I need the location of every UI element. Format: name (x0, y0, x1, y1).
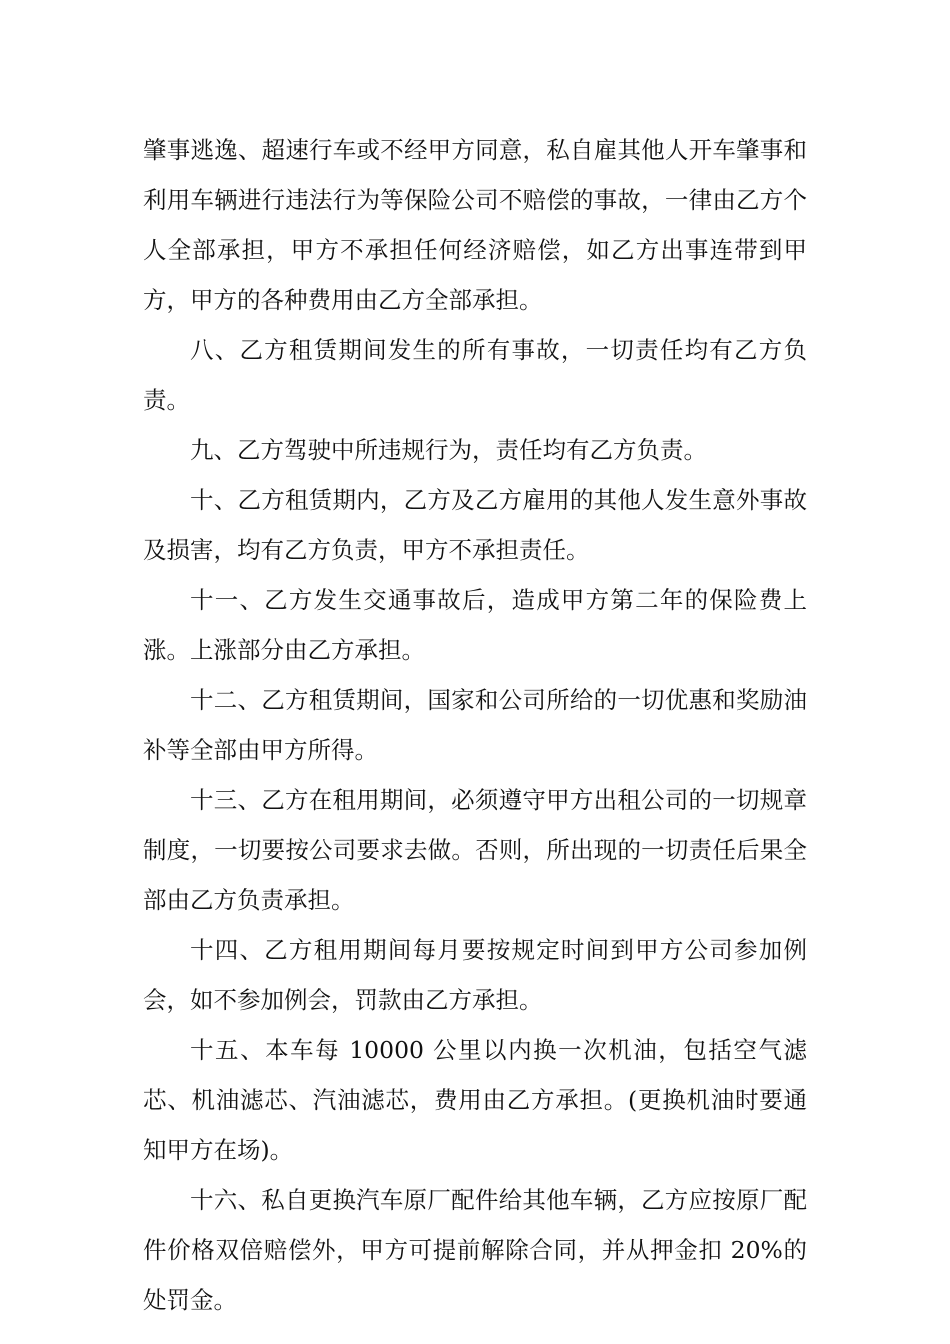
paragraph-clause-10: 十、乙方租赁期内，乙方及乙方雇用的其他人发生意外事故及损害，均有乙方负责，甲方不承担责任。 (143, 486, 807, 564)
paragraph-clause-8: 八、乙方租赁期间发生的所有事故，一切责任均有乙方负责。 (143, 336, 807, 414)
paragraph-clause-16: 十六、私自更换汽车原厂配件给其他车辆，乙方应按原厂配件价格双倍赔偿外，甲方可提前解除合同，并从押金扣 20%的处罚金。 (143, 1186, 807, 1314)
paragraph-clause-12: 十二、乙方租赁期间，国家和公司所给的一切优惠和奖励油补等全部由甲方所得。 (143, 686, 807, 764)
paragraph-clause-9: 九、乙方驾驶中所违规行为，责任均有乙方负责。 (190, 436, 707, 464)
paragraph-clause-11: 十一、乙方发生交通事故后，造成甲方第二年的保险费上涨。上涨部分由乙方承担。 (143, 586, 807, 664)
paragraph-clause-14: 十四、乙方租用期间每月要按规定时间到甲方公司参加例会，如不参加例会，罚款由乙方承担。 (143, 936, 807, 1014)
paragraph-clause-15: 十五、本车每 10000 公里以内换一次机油，包括空气滤芯、机油滤芯、汽油滤芯，费用由乙方承担。(更换机油时要通知甲方在场)。 (143, 1036, 807, 1164)
paragraph-continuation: 肇事逃逸、超速行车或不经甲方同意，私自雇其他人开车肇事和利用车辆进行违法行为等保险公司不赔偿的事故，一律由乙方个人全部承担，甲方不承担任何经济赔偿，如乙方出事连带到甲方，甲方的各种费用由乙方全部承担。 (143, 136, 807, 314)
document-page (143, 125, 807, 1325)
paragraph-clause-13: 十三、乙方在租用期间，必须遵守甲方出租公司的一切规章制度，一切要按公司要求去做。否则，所出现的一切责任后果全部由乙方负责承担。 (143, 786, 807, 914)
